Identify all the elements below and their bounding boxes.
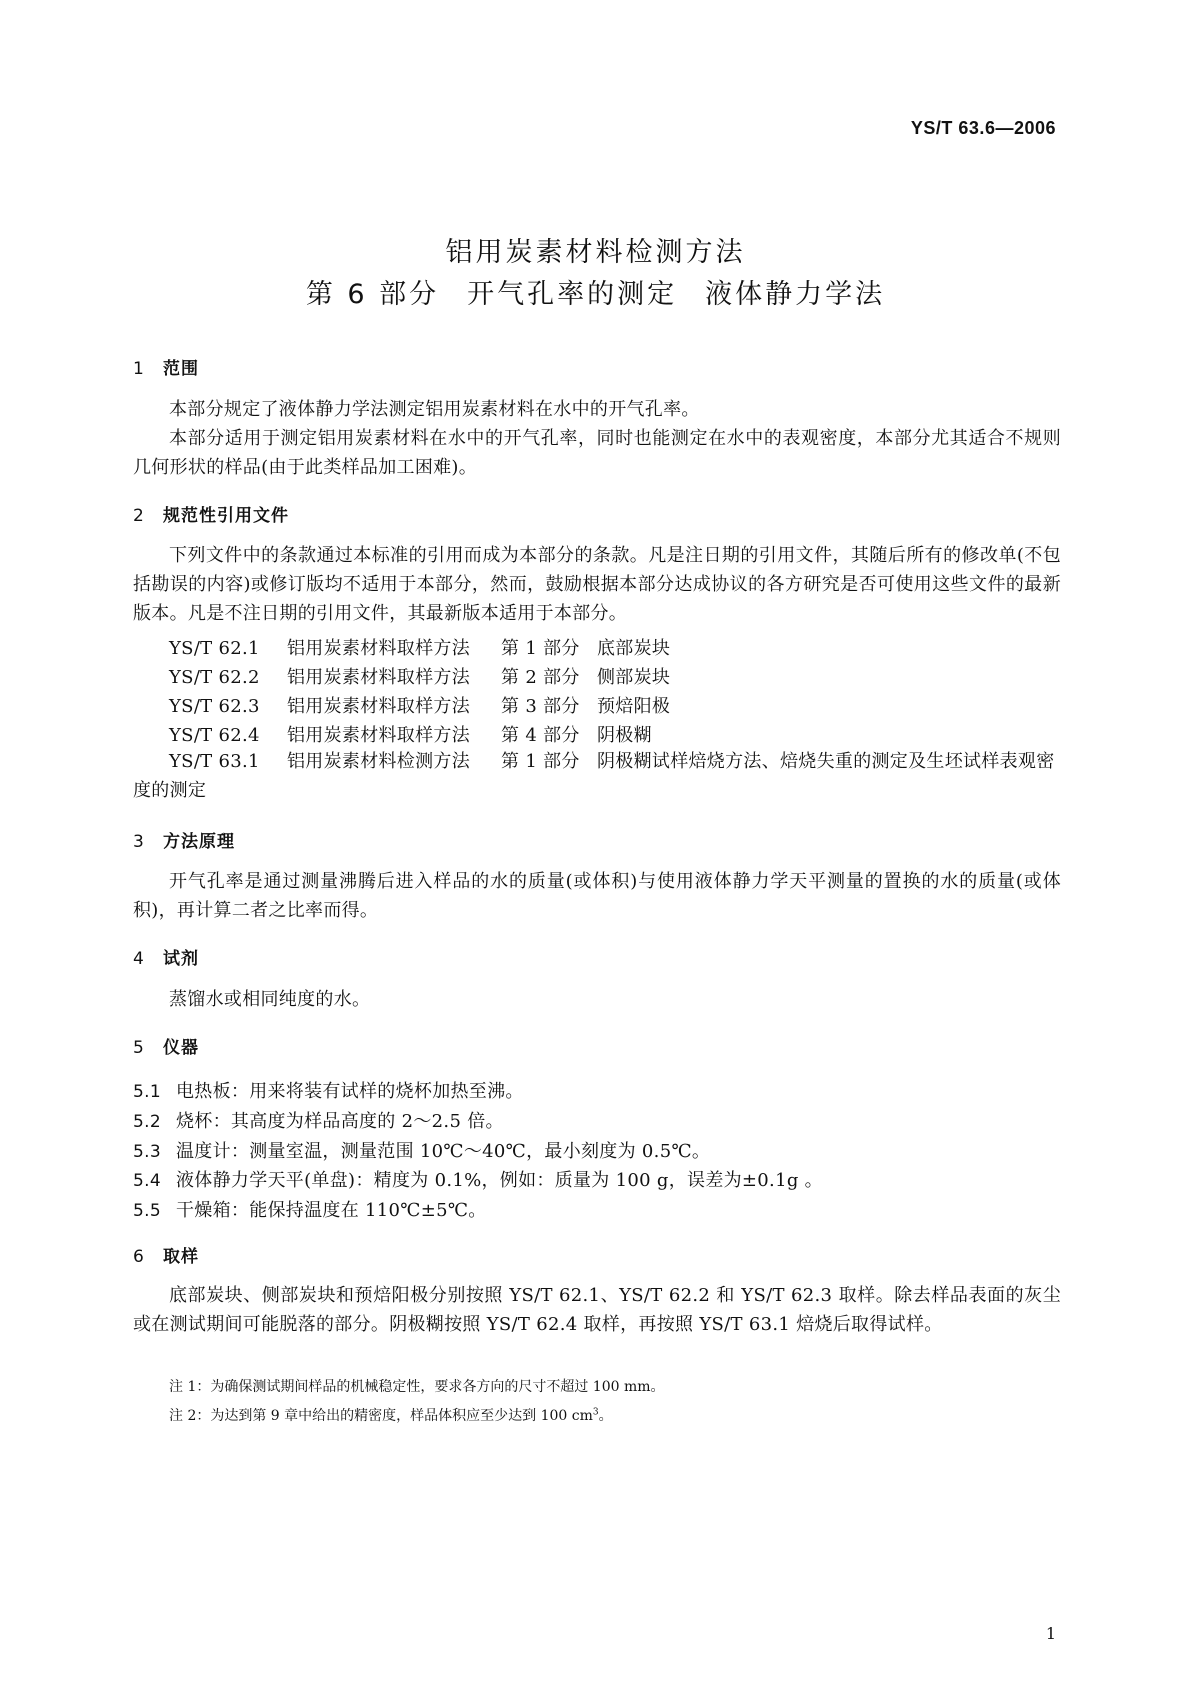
reference-item: YS/T 62.2 铝用炭素材料取样方法 第 2 部分 侧部炭块 [169, 667, 671, 688]
section-2-paragraph-1: 下列文件中的条款通过本标准的引用而成为本部分的条款。凡是注日期的引用文件，其随后所有的修改单(不包括勘误的内容)或修订版均不适用于本部分，然而，鼓励根据本部分达成协议的各方研究是否可使用这些文件的最新版本。凡是不注日期的引用文件，其最新版本适用于本部分。 [133, 545, 1061, 624]
apparatus-item: 5.1 电热板：用来将装有试样的烧杯加热至沸。 [133, 1081, 524, 1102]
reference-item: YS/T 62.3 铝用炭素材料取样方法 第 3 部分 预焙阳极 [169, 696, 671, 717]
section-1-paragraph-2: 本部分适用于测定铝用炭素材料在水中的开气孔率，同时也能测定在水中的表观密度，本部分尤其适合不规则几何形状的样品(由于此类样品加工困难)。 [133, 428, 1061, 478]
page-number: 1 [1045, 1624, 1056, 1643]
document-title: 铝用炭素材料检测方法 [445, 237, 746, 268]
section-6-heading: 6 取样 [133, 1247, 199, 1267]
reference-item: YS/T 62.1 铝用炭素材料取样方法 第 1 部分 底部炭块 [169, 638, 671, 659]
section-4-paragraph-1: 蒸馏水或相同纯度的水。 [169, 989, 371, 1010]
section-3-heading: 3 方法原理 [133, 832, 235, 852]
document-subtitle [0, 272, 1191, 311]
section-3-paragraph-1: 开气孔率是通过测量沸腾后进入样品的水的质量(或体积)与使用液体静力学天平测量的置换的水的质量(或体积)，再计算二者之比率而得。 [133, 871, 1061, 921]
subtitle-method: 液体静力学法 [705, 279, 886, 310]
reference-item: YS/T 62.4 铝用炭素材料取样方法 第 4 部分 阴极糊 [169, 725, 652, 746]
section-1-paragraph-1: 本部分规定了液体静力学法测定铝用炭素材料在水中的开气孔率。 [169, 399, 700, 420]
section-5-heading: 5 仪器 [133, 1038, 199, 1058]
section-6-paragraph-1: 底部炭块、侧部炭块和预焙阳极分别按照 YS/T 62.1、YS/T 62.2 和 YS/T 62.3 取样。除去样品表面的灰尘或在测试期间可能脱落的部分。阴极糊按照 YS/T 62.4 取样，再按照 YS/T 63.1 焙烧后取得试样。 [133, 1285, 1061, 1335]
apparatus-item: 5.5 干燥箱：能保持温度在 110℃±5℃。 [133, 1200, 487, 1221]
standard-number: YS/T 63.6—2006 [910, 118, 1056, 138]
apparatus-item: 5.3 温度计：测量室温，测量范围 10℃～40℃，最小刻度为 0.5℃。 [133, 1141, 711, 1162]
note-2: 注 2：为达到第 9 章中给出的精密度，样品体积应至少达到 100 $cm^3$。 [169, 1407, 613, 1424]
apparatus-item: 5.4 液体静力学天平(单盘)：精度为 0.1%，例如：质量为 100 g，误差为±0.1g 。 [133, 1170, 823, 1191]
reference-item: YS/T 63.1 铝用炭素材料检测方法 第 1 部分 阴极糊试样焙烧方法、焙烧失重的测定及生坯试样表观密度的测定 [133, 751, 1055, 801]
section-2-heading: 2 规范性引用文件 [133, 506, 289, 526]
apparatus-item: 5.2 烧杯：其高度为样品高度的 2～2.5 倍。 [133, 1111, 504, 1132]
note-1: 注 1：为确保测试期间样品的机械稳定性，要求各方向的尺寸不超过 100 mm。 [169, 1379, 665, 1395]
subtitle-part: 第 6 部分 [305, 279, 440, 310]
subtitle-subject: 开气孔率的测定 [467, 279, 678, 310]
section-4-heading: 4 试剂 [133, 949, 199, 969]
section-1-heading: 1 范围 [133, 359, 199, 379]
